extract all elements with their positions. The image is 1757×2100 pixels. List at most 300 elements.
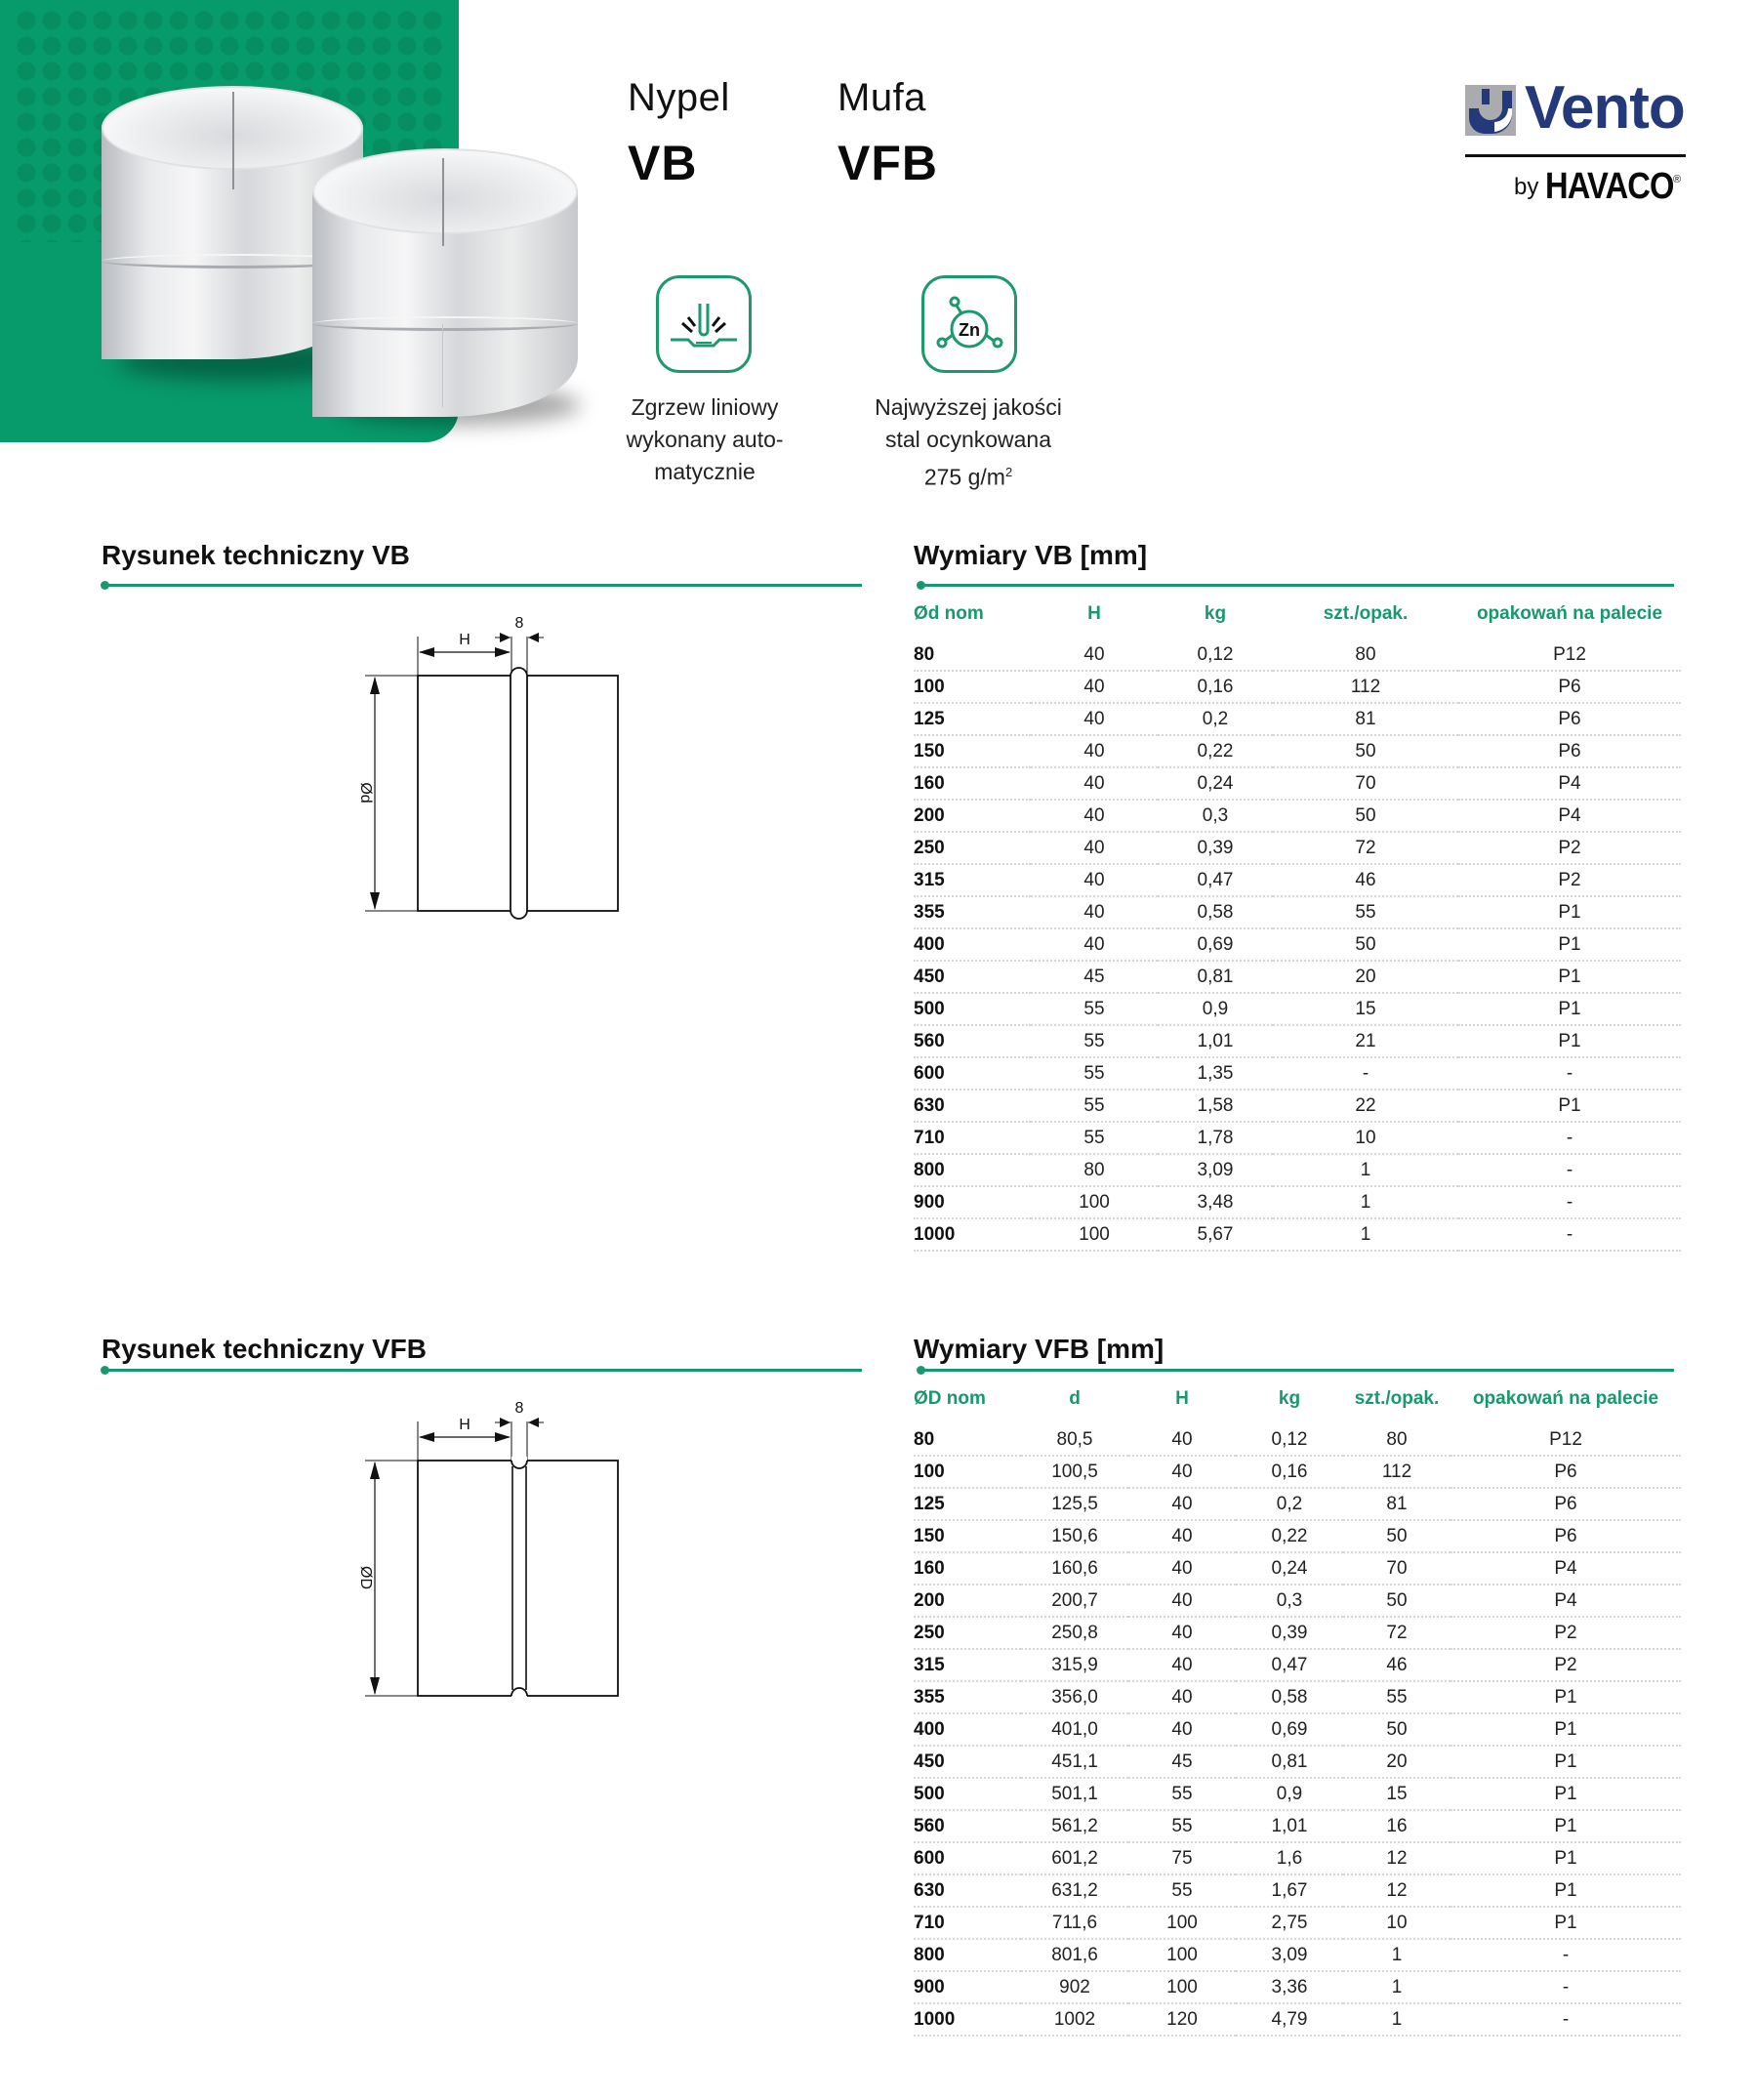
table-cell: P1 <box>1451 1746 1681 1778</box>
table-cell: 125,5 <box>1021 1488 1128 1520</box>
table-row <box>914 767 1681 800</box>
table-title-vfb: Wymiary VFB [mm] <box>914 1334 1165 1364</box>
nominal-diameter-cell: 800 <box>914 1154 1031 1186</box>
table-cell: 70 <box>1273 767 1458 800</box>
arrow-icon <box>528 1418 539 1427</box>
table-row <box>914 1649 1681 1681</box>
nominal-diameter-cell: 125 <box>914 1488 1021 1520</box>
table-row <box>914 1617 1681 1649</box>
nominal-diameter-cell: 160 <box>914 767 1031 800</box>
dimensions-table-vfb <box>914 1379 1681 2037</box>
table-cell: P4 <box>1458 800 1681 832</box>
nominal-diameter-cell: 315 <box>914 864 1031 896</box>
table-cell: 40 <box>1031 928 1158 961</box>
arrow-icon <box>500 633 511 642</box>
table-cell: P12 <box>1451 1424 1681 1456</box>
table-cell: 5,67 <box>1158 1218 1273 1251</box>
table-cell: 0,47 <box>1158 864 1273 896</box>
table-cell: 40 <box>1031 639 1158 671</box>
feature-weld-line-1: Zgrzew liniowy <box>631 394 779 420</box>
table-cell: 0,12 <box>1158 639 1273 671</box>
table-cell: 0,39 <box>1236 1617 1343 1649</box>
nominal-diameter-cell: 900 <box>914 1186 1031 1218</box>
dim-label-diameter: ØD <box>357 1566 374 1589</box>
technical-drawing-vb <box>332 596 664 927</box>
table-cell: 81 <box>1343 1488 1451 1520</box>
table-cell: 10 <box>1343 1907 1451 1939</box>
column-header: kg <box>1278 1388 1301 1409</box>
table-cell: 10 <box>1273 1122 1458 1154</box>
product-code-vfb: VFB <box>838 136 938 190</box>
table-cell: P1 <box>1458 1025 1681 1057</box>
table-cell: 40 <box>1128 1681 1236 1713</box>
table-cell: 0,58 <box>1236 1681 1343 1713</box>
table-cell: 0,9 <box>1236 1778 1343 1810</box>
column-header: H <box>1175 1388 1189 1409</box>
table-row <box>914 671 1681 703</box>
nominal-diameter-cell: 150 <box>914 735 1031 767</box>
arrow-icon <box>370 1462 380 1479</box>
nominal-diameter-cell: 500 <box>914 993 1031 1025</box>
feature-weld-text <box>588 391 822 488</box>
table-cell: 1,78 <box>1158 1122 1273 1154</box>
table-cell: 0,3 <box>1158 800 1273 832</box>
table-cell: 40 <box>1128 1488 1236 1520</box>
table-cell: 40 <box>1031 832 1158 864</box>
table-cell: 15 <box>1343 1778 1451 1810</box>
table-cell: P1 <box>1458 928 1681 961</box>
table-cell: 40 <box>1031 800 1158 832</box>
table-cell: 356,0 <box>1021 1681 1128 1713</box>
table-cell: 55 <box>1128 1778 1236 1810</box>
table-row <box>914 703 1681 735</box>
product-photo <box>0 0 625 449</box>
dim-label-h: H <box>459 632 470 648</box>
nominal-diameter-cell: 250 <box>914 832 1031 864</box>
table-cell: 21 <box>1273 1025 1458 1057</box>
table-cell: 631,2 <box>1021 1874 1128 1907</box>
table-cell: 451,1 <box>1021 1746 1128 1778</box>
table-cell: 1 <box>1343 2003 1451 2036</box>
product-type-nypel: Nypel <box>628 76 730 119</box>
feature-zinc-line-3 <box>851 456 1085 494</box>
nominal-diameter-cell: 500 <box>914 1778 1021 1810</box>
section-divider <box>920 1369 1674 1372</box>
table-cell: 55 <box>1031 993 1158 1025</box>
table-cell: 40 <box>1031 735 1158 767</box>
table-cell: 46 <box>1343 1649 1451 1681</box>
table-cell: 4,79 <box>1236 2003 1343 2036</box>
nominal-diameter-cell: 600 <box>914 1057 1031 1090</box>
nominal-diameter-cell: 355 <box>914 896 1031 928</box>
table-cell: 40 <box>1031 767 1158 800</box>
feature-zinc-line-3-text: 275 g/m <box>923 464 1005 490</box>
table-row <box>914 1874 1681 1907</box>
product-type-mufa: Mufa <box>838 76 926 119</box>
table-row <box>914 832 1681 864</box>
column-header: opakowań na palecie <box>1476 603 1663 624</box>
table-cell: P6 <box>1458 703 1681 735</box>
table-row <box>914 2003 1681 2036</box>
table-cell: 40 <box>1128 1424 1236 1456</box>
table-cell: - <box>1458 1057 1681 1090</box>
table-row <box>914 928 1681 961</box>
table-cell: - <box>1458 1218 1681 1251</box>
table-cell: 1,01 <box>1158 1025 1273 1057</box>
table-cell: P1 <box>1458 993 1681 1025</box>
table-cell: 45 <box>1128 1746 1236 1778</box>
zinc-icon <box>921 275 1017 373</box>
table-cell: 70 <box>1343 1552 1451 1585</box>
drawing-title-vb: Rysunek techniczny VB <box>102 540 410 570</box>
nominal-diameter-cell: 900 <box>914 1971 1021 2003</box>
table-cell: 0,16 <box>1158 671 1273 703</box>
table-cell: - <box>1451 1971 1681 2003</box>
column-header: ØD nom <box>914 1388 986 1409</box>
column-header: szt./opak. <box>1354 1388 1440 1409</box>
nominal-diameter-cell: 630 <box>914 1874 1021 1907</box>
table-row <box>914 1907 1681 1939</box>
column-header: kg <box>1204 603 1227 624</box>
logo-divider <box>1465 154 1686 157</box>
nominal-diameter-cell: 250 <box>914 1617 1021 1649</box>
feature-zinc-text <box>851 391 1085 494</box>
column-header: szt./opak. <box>1323 603 1409 624</box>
table-cell: 12 <box>1343 1874 1451 1907</box>
technical-drawing-vfb <box>332 1380 664 1712</box>
arrow-icon <box>419 647 434 657</box>
table-cell: P1 <box>1458 1090 1681 1122</box>
dim-label-diameter: Ød <box>357 782 374 803</box>
table-cell: 45 <box>1031 961 1158 993</box>
table-cell: 1,58 <box>1158 1090 1273 1122</box>
nominal-diameter-cell: 450 <box>914 961 1031 993</box>
table-cell: 561,2 <box>1021 1810 1128 1842</box>
table-cell: 0,47 <box>1236 1649 1343 1681</box>
table-row <box>914 961 1681 993</box>
table-cell: 40 <box>1128 1520 1236 1552</box>
table-cell: 601,2 <box>1021 1842 1128 1874</box>
table-cell: 1 <box>1273 1186 1458 1218</box>
nominal-diameter-cell: 450 <box>914 1746 1021 1778</box>
feature-weld-line-2: wykonany auto- <box>626 427 784 452</box>
nominal-diameter-cell: 315 <box>914 1649 1021 1681</box>
column-header: d <box>1069 1388 1081 1409</box>
table-cell: 100,5 <box>1021 1456 1128 1488</box>
table-cell: 1 <box>1273 1154 1458 1186</box>
table-cell: 20 <box>1343 1746 1451 1778</box>
table-cell: 40 <box>1128 1713 1236 1746</box>
table-cell: 0,22 <box>1236 1520 1343 1552</box>
table-cell: 100 <box>1128 1971 1236 2003</box>
nominal-diameter-cell: 80 <box>914 639 1031 671</box>
zinc-icon-label: Zn <box>959 320 980 340</box>
nominal-diameter-cell: 200 <box>914 1585 1021 1617</box>
table-cell: 501,1 <box>1021 1778 1128 1810</box>
table-row <box>914 864 1681 896</box>
arrow-icon <box>370 892 380 910</box>
table-cell: P1 <box>1451 1681 1681 1713</box>
table-row <box>914 1585 1681 1617</box>
nominal-diameter-cell: 630 <box>914 1090 1031 1122</box>
coupling-small <box>312 148 578 417</box>
arrow-icon <box>370 677 380 694</box>
table-cell: 80 <box>1343 1424 1451 1456</box>
table-cell: 80 <box>1273 639 1458 671</box>
feature-zinc-line-2: stal ocynkowana <box>884 427 1052 452</box>
arrow-icon <box>495 647 511 657</box>
arrow-icon <box>500 1418 511 1427</box>
table-cell: - <box>1451 2003 1681 2036</box>
table-row <box>914 1488 1681 1520</box>
product-code-vb: VB <box>628 136 698 190</box>
table-cell: 50 <box>1273 800 1458 832</box>
table-row <box>914 639 1681 671</box>
table-cell: 0,2 <box>1236 1488 1343 1520</box>
table-cell: 40 <box>1128 1552 1236 1585</box>
nominal-diameter-cell: 100 <box>914 671 1031 703</box>
table-row <box>914 735 1681 767</box>
table-cell: 40 <box>1128 1617 1236 1649</box>
table-cell: 50 <box>1273 928 1458 961</box>
table-cell: 55 <box>1128 1874 1236 1907</box>
superscript-2: 2 <box>1004 465 1013 479</box>
table-cell: P12 <box>1458 639 1681 671</box>
table-cell: 12 <box>1343 1842 1451 1874</box>
table-cell: 1,01 <box>1236 1810 1343 1842</box>
nominal-diameter-cell: 710 <box>914 1122 1031 1154</box>
table-cell: - <box>1458 1186 1681 1218</box>
table-cell: 50 <box>1343 1713 1451 1746</box>
table-row <box>914 1520 1681 1552</box>
table-cell: 0,69 <box>1236 1713 1343 1746</box>
table-cell: 1 <box>1343 1939 1451 1971</box>
table-cell: 40 <box>1128 1649 1236 1681</box>
nominal-diameter-cell: 125 <box>914 703 1031 735</box>
table-row <box>914 1810 1681 1842</box>
table-cell: 55 <box>1031 1122 1158 1154</box>
table-row <box>914 1713 1681 1746</box>
vento-logo-text: Vento <box>1525 74 1685 142</box>
nominal-diameter-cell: 200 <box>914 800 1031 832</box>
table-cell: 55 <box>1031 1057 1158 1090</box>
table-cell: 55 <box>1273 896 1458 928</box>
table-cell: 150,6 <box>1021 1520 1128 1552</box>
havaco-logo-text: HAVACO <box>1545 166 1674 207</box>
table-cell: P1 <box>1451 1810 1681 1842</box>
table-cell: 3,09 <box>1236 1939 1343 1971</box>
table-cell: 100 <box>1128 1939 1236 1971</box>
table-row <box>914 1971 1681 2003</box>
table-cell: 15 <box>1273 993 1458 1025</box>
dim-label-h: H <box>459 1417 470 1433</box>
table-cell: P2 <box>1451 1649 1681 1681</box>
table-cell: 40 <box>1031 671 1158 703</box>
table-row <box>914 1939 1681 1971</box>
nominal-diameter-cell: 400 <box>914 928 1031 961</box>
table-cell: P1 <box>1451 1778 1681 1810</box>
table-cell: - <box>1458 1154 1681 1186</box>
table-cell: P1 <box>1458 961 1681 993</box>
table-row <box>914 1456 1681 1488</box>
table-cell: 1,6 <box>1236 1842 1343 1874</box>
nominal-diameter-cell: 560 <box>914 1810 1021 1842</box>
table-cell: 0,16 <box>1236 1456 1343 1488</box>
table-cell: 3,48 <box>1158 1186 1273 1218</box>
table-cell: 801,6 <box>1021 1939 1128 1971</box>
table-row <box>914 1154 1681 1186</box>
nominal-diameter-cell: 355 <box>914 1681 1021 1713</box>
table-cell: P6 <box>1451 1488 1681 1520</box>
table-cell: 0,2 <box>1158 703 1273 735</box>
logo-by-text: by <box>1514 174 1539 200</box>
table-cell: 0,58 <box>1158 896 1273 928</box>
section-divider <box>104 584 862 587</box>
nominal-diameter-cell: 600 <box>914 1842 1021 1874</box>
table-cell: 100 <box>1031 1186 1158 1218</box>
arrow-icon <box>419 1432 434 1442</box>
nominal-diameter-cell: 560 <box>914 1025 1031 1057</box>
table-cell: 16 <box>1343 1810 1451 1842</box>
table-cell: 100 <box>1128 1907 1236 1939</box>
table-row <box>914 896 1681 928</box>
table-row <box>914 1025 1681 1057</box>
table-cell: 0,22 <box>1158 735 1273 767</box>
table-cell: 0,24 <box>1236 1552 1343 1585</box>
table-cell: 40 <box>1031 703 1158 735</box>
table-cell: 50 <box>1343 1585 1451 1617</box>
dim-label-groove: 8 <box>514 1400 524 1417</box>
table-cell: 0,81 <box>1236 1746 1343 1778</box>
table-cell: 46 <box>1273 864 1458 896</box>
table-cell: 100 <box>1031 1218 1158 1251</box>
table-cell: 50 <box>1343 1520 1451 1552</box>
table-cell: 80 <box>1031 1154 1158 1186</box>
table-row <box>914 1746 1681 1778</box>
table-cell: 0,12 <box>1236 1424 1343 1456</box>
table-cell: P6 <box>1458 735 1681 767</box>
table-cell: 55 <box>1031 1090 1158 1122</box>
table-cell: 1,67 <box>1236 1874 1343 1907</box>
nominal-diameter-cell: 160 <box>914 1552 1021 1585</box>
table-row <box>914 993 1681 1025</box>
table-cell: 3,36 <box>1236 1971 1343 2003</box>
table-cell: 55 <box>1343 1681 1451 1713</box>
table-cell: 1,35 <box>1158 1057 1273 1090</box>
table-row <box>914 1090 1681 1122</box>
drawing-title-vfb: Rysunek techniczny VFB <box>102 1334 427 1364</box>
table-cell: 40 <box>1031 896 1158 928</box>
column-header: H <box>1087 603 1101 624</box>
table-cell: 75 <box>1128 1842 1236 1874</box>
registered-mark: ® <box>1673 174 1682 185</box>
nominal-diameter-cell: 800 <box>914 1939 1021 1971</box>
table-cell: 0,24 <box>1158 767 1273 800</box>
table-cell: 112 <box>1343 1456 1451 1488</box>
arrow-icon <box>370 1677 380 1695</box>
table-cell: 902 <box>1021 1971 1128 2003</box>
table-cell: P1 <box>1458 896 1681 928</box>
table-cell: - <box>1458 1122 1681 1154</box>
table-cell: 0,81 <box>1158 961 1273 993</box>
section-divider <box>920 584 1674 587</box>
table-row <box>914 1552 1681 1585</box>
table-cell: 20 <box>1273 961 1458 993</box>
table-cell: 72 <box>1343 1617 1451 1649</box>
table-cell: P6 <box>1451 1520 1681 1552</box>
table-row <box>914 1057 1681 1090</box>
table-cell: 80,5 <box>1021 1424 1128 1456</box>
table-cell: P2 <box>1458 864 1681 896</box>
table-cell: P2 <box>1451 1617 1681 1649</box>
table-cell: 711,6 <box>1021 1907 1128 1939</box>
table-cell: P6 <box>1458 671 1681 703</box>
nominal-diameter-cell: 400 <box>914 1713 1021 1746</box>
table-row <box>914 1424 1681 1456</box>
table-cell: P2 <box>1458 832 1681 864</box>
table-cell: 120 <box>1128 2003 1236 2036</box>
table-cell: 50 <box>1273 735 1458 767</box>
table-cell: 81 <box>1273 703 1458 735</box>
table-row <box>914 1681 1681 1713</box>
nominal-diameter-cell: 710 <box>914 1907 1021 1939</box>
table-cell: P1 <box>1451 1713 1681 1746</box>
nominal-diameter-cell: 100 <box>914 1456 1021 1488</box>
table-cell: P1 <box>1451 1907 1681 1939</box>
dim-label-groove: 8 <box>514 615 524 632</box>
nominal-diameter-cell: 80 <box>914 1424 1021 1456</box>
table-cell: 250,8 <box>1021 1617 1128 1649</box>
table-row <box>914 800 1681 832</box>
nominal-diameter-cell: 1000 <box>914 2003 1021 2036</box>
vento-logo-icon <box>1465 85 1516 136</box>
table-cell: 40 <box>1128 1456 1236 1488</box>
feature-weld-line-3: matycznie <box>654 459 756 484</box>
table-row <box>914 1186 1681 1218</box>
table-cell: 55 <box>1128 1810 1236 1842</box>
table-cell: 0,39 <box>1158 832 1273 864</box>
table-row <box>914 1778 1681 1810</box>
table-row <box>914 1218 1681 1251</box>
table-cell: 55 <box>1031 1025 1158 1057</box>
table-cell: 22 <box>1273 1090 1458 1122</box>
table-cell: 1 <box>1343 1971 1451 2003</box>
table-cell: P1 <box>1451 1842 1681 1874</box>
table-cell: 0,9 <box>1158 993 1273 1025</box>
table-cell: 160,6 <box>1021 1552 1128 1585</box>
table-cell: P4 <box>1451 1585 1681 1617</box>
table-cell: 401,0 <box>1021 1713 1128 1746</box>
feature-zinc-line-1: Najwyższej jakości <box>875 394 1062 420</box>
column-header: Ød nom <box>914 603 984 624</box>
nominal-diameter-cell: 1000 <box>914 1218 1031 1251</box>
dimensions-table-vb <box>914 595 1681 1252</box>
table-cell: 2,75 <box>1236 1907 1343 1939</box>
table-row <box>914 1122 1681 1154</box>
table-cell: P4 <box>1451 1552 1681 1585</box>
table-cell: P6 <box>1451 1456 1681 1488</box>
table-cell: 1 <box>1273 1218 1458 1251</box>
table-cell: P1 <box>1451 1874 1681 1907</box>
table-cell: 0,69 <box>1158 928 1273 961</box>
table-cell: 3,09 <box>1158 1154 1273 1186</box>
table-row <box>914 1842 1681 1874</box>
arrow-icon <box>528 633 539 642</box>
table-cell: 40 <box>1128 1585 1236 1617</box>
nominal-diameter-cell: 150 <box>914 1520 1021 1552</box>
table-cell: - <box>1273 1057 1458 1090</box>
table-title-vb: Wymiary VB [mm] <box>914 540 1148 570</box>
